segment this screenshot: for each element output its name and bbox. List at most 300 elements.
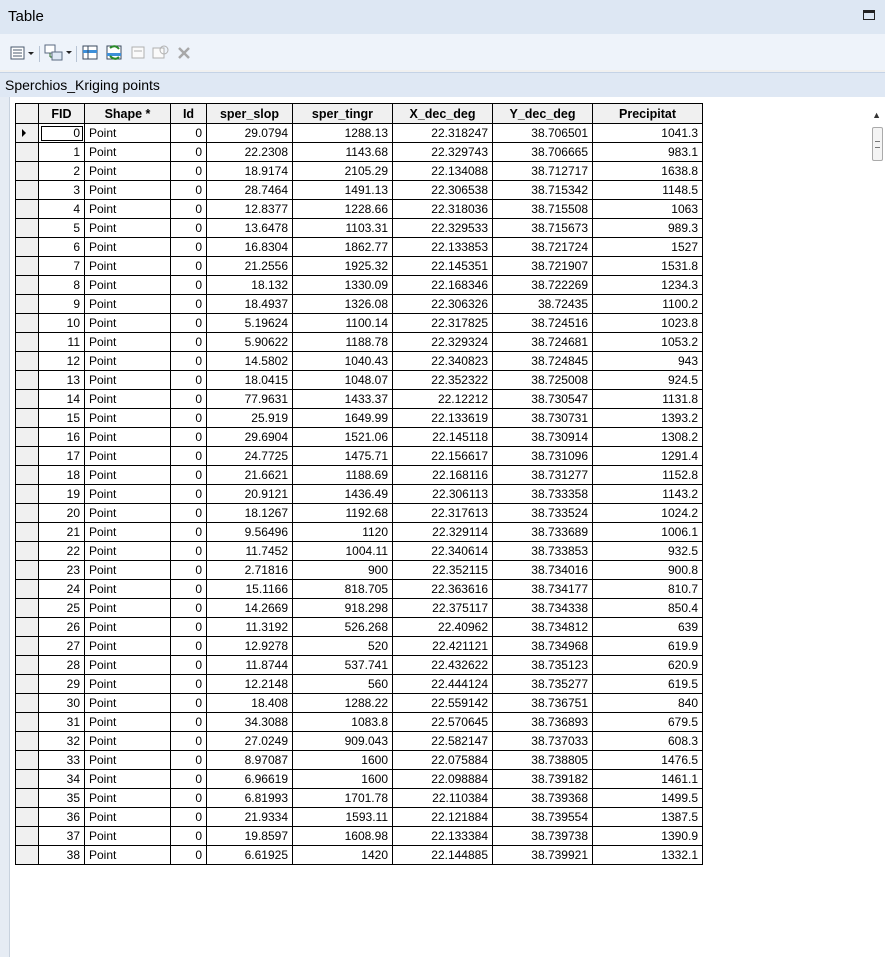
table-cell[interactable]: Point	[85, 656, 171, 675]
table-cell[interactable]: 0	[171, 447, 207, 466]
table-cell[interactable]: Point	[85, 751, 171, 770]
table-cell[interactable]: 1083.8	[293, 713, 393, 732]
table-cell[interactable]: 0	[171, 352, 207, 371]
table-cell[interactable]: 38.739554	[493, 808, 593, 827]
table-cell[interactable]: 0	[171, 732, 207, 751]
table-cell[interactable]: Point	[85, 200, 171, 219]
table-cell[interactable]: 38.739368	[493, 789, 593, 808]
table-cell[interactable]: 0	[171, 276, 207, 295]
table-cell[interactable]: 1131.8	[593, 390, 703, 409]
table-row[interactable]	[16, 124, 703, 143]
select-by-attributes-button[interactable]	[82, 44, 100, 62]
table-cell[interactable]: 14.5802	[207, 352, 293, 371]
table-cell[interactable]: 17	[39, 447, 85, 466]
table-row[interactable]	[16, 580, 703, 599]
table-cell[interactable]: Point	[85, 827, 171, 846]
table-cell[interactable]: 11.8744	[207, 656, 293, 675]
table-row[interactable]	[16, 523, 703, 542]
table-cell[interactable]: 6	[39, 238, 85, 257]
column-header[interactable]: Id	[171, 104, 207, 124]
table-cell[interactable]: 679.5	[593, 713, 703, 732]
row-selector[interactable]	[16, 447, 39, 466]
table-row[interactable]	[16, 200, 703, 219]
table-cell[interactable]: 22	[39, 542, 85, 561]
table-cell[interactable]: 608.3	[593, 732, 703, 751]
table-row[interactable]	[16, 276, 703, 295]
table-cell[interactable]: 38.733853	[493, 542, 593, 561]
row-selector[interactable]	[16, 390, 39, 409]
table-cell[interactable]: 38.733689	[493, 523, 593, 542]
table-cell[interactable]: 0	[171, 428, 207, 447]
table-cell[interactable]: 0	[171, 618, 207, 637]
table-cell[interactable]: 5.90622	[207, 333, 293, 352]
table-cell[interactable]: 22.329533	[393, 219, 493, 238]
table-cell[interactable]: 38.724681	[493, 333, 593, 352]
table-cell[interactable]: 1024.2	[593, 504, 703, 523]
table-cell[interactable]: 1499.5	[593, 789, 703, 808]
table-cell[interactable]: 1100.14	[293, 314, 393, 333]
table-row[interactable]	[16, 618, 703, 637]
table-row[interactable]	[16, 466, 703, 485]
table-cell[interactable]: 38.735123	[493, 656, 593, 675]
row-selector[interactable]	[16, 751, 39, 770]
table-cell[interactable]: 19.8597	[207, 827, 293, 846]
table-row[interactable]	[16, 238, 703, 257]
table-row[interactable]	[16, 846, 703, 865]
table-cell[interactable]: 38.739921	[493, 846, 593, 865]
table-cell[interactable]: 1148.5	[593, 181, 703, 200]
table-cell[interactable]: 38.735277	[493, 675, 593, 694]
table-cell[interactable]: 2.71816	[207, 561, 293, 580]
table-cell[interactable]: 818.705	[293, 580, 393, 599]
table-cell[interactable]: 38.730914	[493, 428, 593, 447]
table-cell[interactable]: 22.329324	[393, 333, 493, 352]
table-cell[interactable]: 1461.1	[593, 770, 703, 789]
table-cell[interactable]: Point	[85, 238, 171, 257]
table-row[interactable]	[16, 827, 703, 846]
table-cell[interactable]: 2105.29	[293, 162, 393, 181]
table-cell[interactable]: Point	[85, 181, 171, 200]
table-row[interactable]	[16, 447, 703, 466]
row-selector[interactable]	[16, 504, 39, 523]
table-cell[interactable]: 19	[39, 485, 85, 504]
table-cell[interactable]: 1649.99	[293, 409, 393, 428]
table-cell[interactable]: 38.733358	[493, 485, 593, 504]
table-cell[interactable]: 29.6904	[207, 428, 293, 447]
table-cell[interactable]: 38.731277	[493, 466, 593, 485]
row-selector[interactable]	[16, 200, 39, 219]
table-cell[interactable]: 18.0415	[207, 371, 293, 390]
table-cell[interactable]: 0	[171, 523, 207, 542]
table-cell[interactable]: 22.363616	[393, 580, 493, 599]
delete-selected-button[interactable]	[176, 44, 192, 62]
table-options-button[interactable]	[10, 44, 36, 62]
table-row[interactable]	[16, 181, 703, 200]
table-cell[interactable]: 850.4	[593, 599, 703, 618]
table-cell[interactable]: 840	[593, 694, 703, 713]
table-cell[interactable]: 1475.71	[293, 447, 393, 466]
table-cell[interactable]: 1436.49	[293, 485, 393, 504]
table-cell[interactable]: 12.9278	[207, 637, 293, 656]
table-cell[interactable]: 18.408	[207, 694, 293, 713]
table-cell[interactable]: Point	[85, 504, 171, 523]
table-cell[interactable]: 27	[39, 637, 85, 656]
table-cell[interactable]: 0	[171, 219, 207, 238]
table-cell[interactable]: 1188.78	[293, 333, 393, 352]
table-cell[interactable]: 33	[39, 751, 85, 770]
table-cell[interactable]: 38.736893	[493, 713, 593, 732]
table-cell[interactable]: 22.318036	[393, 200, 493, 219]
table-cell[interactable]: 1234.3	[593, 276, 703, 295]
table-cell[interactable]: Point	[85, 295, 171, 314]
table-cell[interactable]: 1143.2	[593, 485, 703, 504]
table-cell[interactable]: 560	[293, 675, 393, 694]
table-cell[interactable]: 1308.2	[593, 428, 703, 447]
table-cell[interactable]: 22.329743	[393, 143, 493, 162]
table-cell[interactable]: 0	[171, 770, 207, 789]
maximize-icon[interactable]	[863, 10, 875, 20]
table-cell[interactable]: 620.9	[593, 656, 703, 675]
table-cell[interactable]: 38.738805	[493, 751, 593, 770]
row-selector[interactable]	[16, 143, 39, 162]
table-cell[interactable]: 38.734016	[493, 561, 593, 580]
table-cell[interactable]: 22.145118	[393, 428, 493, 447]
table-cell[interactable]: 25.919	[207, 409, 293, 428]
table-cell[interactable]: Point	[85, 523, 171, 542]
table-cell[interactable]: 1593.11	[293, 808, 393, 827]
table-row[interactable]	[16, 219, 703, 238]
table-cell[interactable]: 32	[39, 732, 85, 751]
table-cell[interactable]: 1531.8	[593, 257, 703, 276]
table-cell[interactable]: Point	[85, 770, 171, 789]
table-cell[interactable]: 0	[171, 751, 207, 770]
row-selector[interactable]	[16, 485, 39, 504]
table-cell[interactable]: Point	[85, 447, 171, 466]
table-cell[interactable]: 1608.98	[293, 827, 393, 846]
table-cell[interactable]: 1040.43	[293, 352, 393, 371]
table-cell[interactable]: 24	[39, 580, 85, 599]
table-cell[interactable]: 22.421121	[393, 637, 493, 656]
table-cell[interactable]: 20.9121	[207, 485, 293, 504]
row-selector[interactable]	[16, 675, 39, 694]
zoom-to-selected-button[interactable]	[152, 44, 170, 62]
table-cell[interactable]: Point	[85, 143, 171, 162]
table-cell[interactable]: 8.97087	[207, 751, 293, 770]
table-row[interactable]	[16, 143, 703, 162]
table-cell[interactable]: 1521.06	[293, 428, 393, 447]
table-cell[interactable]: 38.722269	[493, 276, 593, 295]
table-cell[interactable]: 11.7452	[207, 542, 293, 561]
table-cell[interactable]: 0	[171, 637, 207, 656]
table-cell[interactable]: 34	[39, 770, 85, 789]
table-cell[interactable]: 38.733524	[493, 504, 593, 523]
table-cell[interactable]: 13	[39, 371, 85, 390]
table-cell[interactable]: 918.298	[293, 599, 393, 618]
table-cell[interactable]: 537.741	[293, 656, 393, 675]
scroll-up-icon[interactable]: ▲	[872, 110, 881, 120]
table-cell[interactable]: 77.9631	[207, 390, 293, 409]
table-cell[interactable]: 1393.2	[593, 409, 703, 428]
table-cell[interactable]: 1476.5	[593, 751, 703, 770]
table-cell[interactable]: 0	[171, 808, 207, 827]
row-selector[interactable]	[16, 732, 39, 751]
table-cell[interactable]: 29	[39, 675, 85, 694]
table-cell[interactable]: 38.730547	[493, 390, 593, 409]
table-cell[interactable]: 16.8304	[207, 238, 293, 257]
table-cell[interactable]: 8	[39, 276, 85, 295]
table-cell[interactable]: 21.9334	[207, 808, 293, 827]
table-cell[interactable]: 0	[171, 846, 207, 865]
table-cell[interactable]: 810.7	[593, 580, 703, 599]
table-row[interactable]	[16, 637, 703, 656]
table-cell[interactable]: 0	[171, 827, 207, 846]
table-cell[interactable]: 22.110384	[393, 789, 493, 808]
row-selector[interactable]	[16, 808, 39, 827]
table-row[interactable]	[16, 428, 703, 447]
table-cell[interactable]: 1063	[593, 200, 703, 219]
table-cell[interactable]: 35	[39, 789, 85, 808]
row-selector[interactable]	[16, 295, 39, 314]
table-cell[interactable]: 22.133853	[393, 238, 493, 257]
row-selector[interactable]	[16, 523, 39, 542]
table-cell[interactable]: 0	[171, 599, 207, 618]
table-cell[interactable]: 22.375117	[393, 599, 493, 618]
table-cell[interactable]: 38.734338	[493, 599, 593, 618]
row-selector[interactable]	[16, 219, 39, 238]
table-cell[interactable]: 0	[171, 162, 207, 181]
table-cell[interactable]: 38.734177	[493, 580, 593, 599]
table-cell[interactable]: 22.121884	[393, 808, 493, 827]
table-cell[interactable]: 37	[39, 827, 85, 846]
table-cell[interactable]: 21.6621	[207, 466, 293, 485]
row-selector[interactable]	[16, 181, 39, 200]
table-cell[interactable]: 0	[171, 656, 207, 675]
table-cell[interactable]: 24.7725	[207, 447, 293, 466]
table-row[interactable]	[16, 390, 703, 409]
row-selector[interactable]	[16, 656, 39, 675]
table-cell[interactable]: 22.168346	[393, 276, 493, 295]
table-cell[interactable]: 0	[171, 466, 207, 485]
table-cell[interactable]: 1041.3	[593, 124, 703, 143]
table-cell[interactable]: 9	[39, 295, 85, 314]
table-cell[interactable]: 0	[171, 371, 207, 390]
table-cell[interactable]: Point	[85, 162, 171, 181]
related-tables-button[interactable]	[44, 44, 74, 62]
table-cell[interactable]: 16	[39, 428, 85, 447]
column-header[interactable]: sper_slop	[207, 104, 293, 124]
row-selector[interactable]	[16, 276, 39, 295]
table-cell[interactable]: 1188.69	[293, 466, 393, 485]
table-cell[interactable]: 5.19624	[207, 314, 293, 333]
table-cell[interactable]: 18.132	[207, 276, 293, 295]
table-cell[interactable]: Point	[85, 846, 171, 865]
table-cell[interactable]: 38.72435	[493, 295, 593, 314]
row-selector[interactable]	[16, 789, 39, 808]
table-cell[interactable]: 27.0249	[207, 732, 293, 751]
table-cell[interactable]: 1288.13	[293, 124, 393, 143]
table-row[interactable]	[16, 257, 703, 276]
table-cell[interactable]: 38.721724	[493, 238, 593, 257]
table-cell[interactable]: 1326.08	[293, 295, 393, 314]
table-cell[interactable]: 22.168116	[393, 466, 493, 485]
table-cell[interactable]: Point	[85, 599, 171, 618]
table-row[interactable]	[16, 333, 703, 352]
table-cell[interactable]: 520	[293, 637, 393, 656]
table-cell[interactable]: 0	[171, 238, 207, 257]
table-cell[interactable]: 0	[39, 124, 85, 143]
row-selector[interactable]	[16, 238, 39, 257]
table-cell[interactable]: 1100.2	[593, 295, 703, 314]
table-row[interactable]	[16, 542, 703, 561]
table-cell[interactable]: 22.098884	[393, 770, 493, 789]
table-cell[interactable]: 18.4937	[207, 295, 293, 314]
table-cell[interactable]: 38.721907	[493, 257, 593, 276]
table-cell[interactable]: 22.352115	[393, 561, 493, 580]
row-selector[interactable]	[16, 162, 39, 181]
row-selector[interactable]	[16, 371, 39, 390]
row-selector[interactable]	[16, 314, 39, 333]
table-cell[interactable]: 1143.68	[293, 143, 393, 162]
row-selector[interactable]	[16, 257, 39, 276]
row-selector[interactable]	[16, 694, 39, 713]
table-row[interactable]	[16, 504, 703, 523]
table-cell[interactable]: Point	[85, 732, 171, 751]
row-selector[interactable]	[16, 409, 39, 428]
table-cell[interactable]: 11	[39, 333, 85, 352]
table-cell[interactable]: Point	[85, 371, 171, 390]
table-cell[interactable]: 28.7464	[207, 181, 293, 200]
table-cell[interactable]: 15	[39, 409, 85, 428]
table-cell[interactable]: 12.2148	[207, 675, 293, 694]
table-cell[interactable]: 1023.8	[593, 314, 703, 333]
table-cell[interactable]: 6.61925	[207, 846, 293, 865]
table-cell[interactable]: 0	[171, 713, 207, 732]
table-cell[interactable]: 30	[39, 694, 85, 713]
table-cell[interactable]: 900	[293, 561, 393, 580]
table-cell[interactable]: Point	[85, 580, 171, 599]
row-selector[interactable]	[16, 618, 39, 637]
table-cell[interactable]: Point	[85, 352, 171, 371]
table-row[interactable]	[16, 656, 703, 675]
table-cell[interactable]: 28	[39, 656, 85, 675]
table-row[interactable]	[16, 295, 703, 314]
table-cell[interactable]: 1048.07	[293, 371, 393, 390]
table-cell[interactable]: 22.133619	[393, 409, 493, 428]
table-cell[interactable]: 38.724516	[493, 314, 593, 333]
table-cell[interactable]: 38.731096	[493, 447, 593, 466]
table-cell[interactable]: Point	[85, 637, 171, 656]
table-cell[interactable]: 1006.1	[593, 523, 703, 542]
table-row[interactable]	[16, 808, 703, 827]
table-row[interactable]	[16, 371, 703, 390]
table-cell[interactable]: 22.40962	[393, 618, 493, 637]
table-cell[interactable]: Point	[85, 409, 171, 428]
column-header[interactable]: Shape *	[85, 104, 171, 124]
table-cell[interactable]: 22.559142	[393, 694, 493, 713]
table-cell[interactable]: 619.5	[593, 675, 703, 694]
table-cell[interactable]: 22.144885	[393, 846, 493, 865]
table-cell[interactable]: Point	[85, 333, 171, 352]
table-cell[interactable]: 22.12212	[393, 390, 493, 409]
table-cell[interactable]: 12.8377	[207, 200, 293, 219]
table-row[interactable]	[16, 599, 703, 618]
table-cell[interactable]: 0	[171, 504, 207, 523]
table-cell[interactable]: 38.734968	[493, 637, 593, 656]
table-cell[interactable]: 15.1166	[207, 580, 293, 599]
table-cell[interactable]: 12	[39, 352, 85, 371]
table-cell[interactable]: 38.706665	[493, 143, 593, 162]
table-cell[interactable]: 23	[39, 561, 85, 580]
table-cell[interactable]: 0	[171, 314, 207, 333]
table-cell[interactable]: 1	[39, 143, 85, 162]
table-cell[interactable]: 22.340614	[393, 542, 493, 561]
row-selector[interactable]	[16, 124, 39, 143]
table-row[interactable]	[16, 352, 703, 371]
table-cell[interactable]: 38.706501	[493, 124, 593, 143]
table-cell[interactable]: 932.5	[593, 542, 703, 561]
table-cell[interactable]: 38.715508	[493, 200, 593, 219]
table-row[interactable]	[16, 751, 703, 770]
row-selector[interactable]	[16, 770, 39, 789]
table-row[interactable]	[16, 561, 703, 580]
clear-selection-button[interactable]	[131, 44, 147, 62]
table-cell[interactable]: 1600	[293, 770, 393, 789]
table-cell[interactable]: 5	[39, 219, 85, 238]
row-selector[interactable]	[16, 827, 39, 846]
table-cell[interactable]: 22.317825	[393, 314, 493, 333]
table-cell[interactable]: 3	[39, 181, 85, 200]
table-cell[interactable]: 1638.8	[593, 162, 703, 181]
table-cell[interactable]: Point	[85, 713, 171, 732]
table-cell[interactable]: 22.156617	[393, 447, 493, 466]
table-cell[interactable]: 38.724845	[493, 352, 593, 371]
table-cell[interactable]: 924.5	[593, 371, 703, 390]
table-cell[interactable]: 18.1267	[207, 504, 293, 523]
table-cell[interactable]: 0	[171, 694, 207, 713]
table-cell[interactable]: 639	[593, 618, 703, 637]
table-cell[interactable]: 22.145351	[393, 257, 493, 276]
table-cell[interactable]: 1491.13	[293, 181, 393, 200]
table-cell[interactable]: 1387.5	[593, 808, 703, 827]
row-selector[interactable]	[16, 333, 39, 352]
table-cell[interactable]: 38	[39, 846, 85, 865]
table-cell[interactable]: Point	[85, 789, 171, 808]
table-cell[interactable]: 7	[39, 257, 85, 276]
table-cell[interactable]: 22.306326	[393, 295, 493, 314]
row-selector[interactable]	[16, 428, 39, 447]
table-cell[interactable]: 13.6478	[207, 219, 293, 238]
table-cell[interactable]: 0	[171, 485, 207, 504]
table-cell[interactable]: Point	[85, 618, 171, 637]
table-cell[interactable]: 38.734812	[493, 618, 593, 637]
table-cell[interactable]: 989.3	[593, 219, 703, 238]
table-cell[interactable]: 0	[171, 580, 207, 599]
table-cell[interactable]: 22.582147	[393, 732, 493, 751]
table-cell[interactable]: 4	[39, 200, 85, 219]
table-cell[interactable]: 900.8	[593, 561, 703, 580]
table-cell[interactable]: 1600	[293, 751, 393, 770]
table-row[interactable]	[16, 314, 703, 333]
table-cell[interactable]: 38.712717	[493, 162, 593, 181]
table-cell[interactable]: 26	[39, 618, 85, 637]
table-cell[interactable]: 18.9174	[207, 162, 293, 181]
table-cell[interactable]: 0	[171, 561, 207, 580]
table-cell[interactable]: 22.318247	[393, 124, 493, 143]
table-cell[interactable]: Point	[85, 808, 171, 827]
table-cell[interactable]: Point	[85, 124, 171, 143]
table-cell[interactable]: 34.3088	[207, 713, 293, 732]
table-row[interactable]	[16, 694, 703, 713]
